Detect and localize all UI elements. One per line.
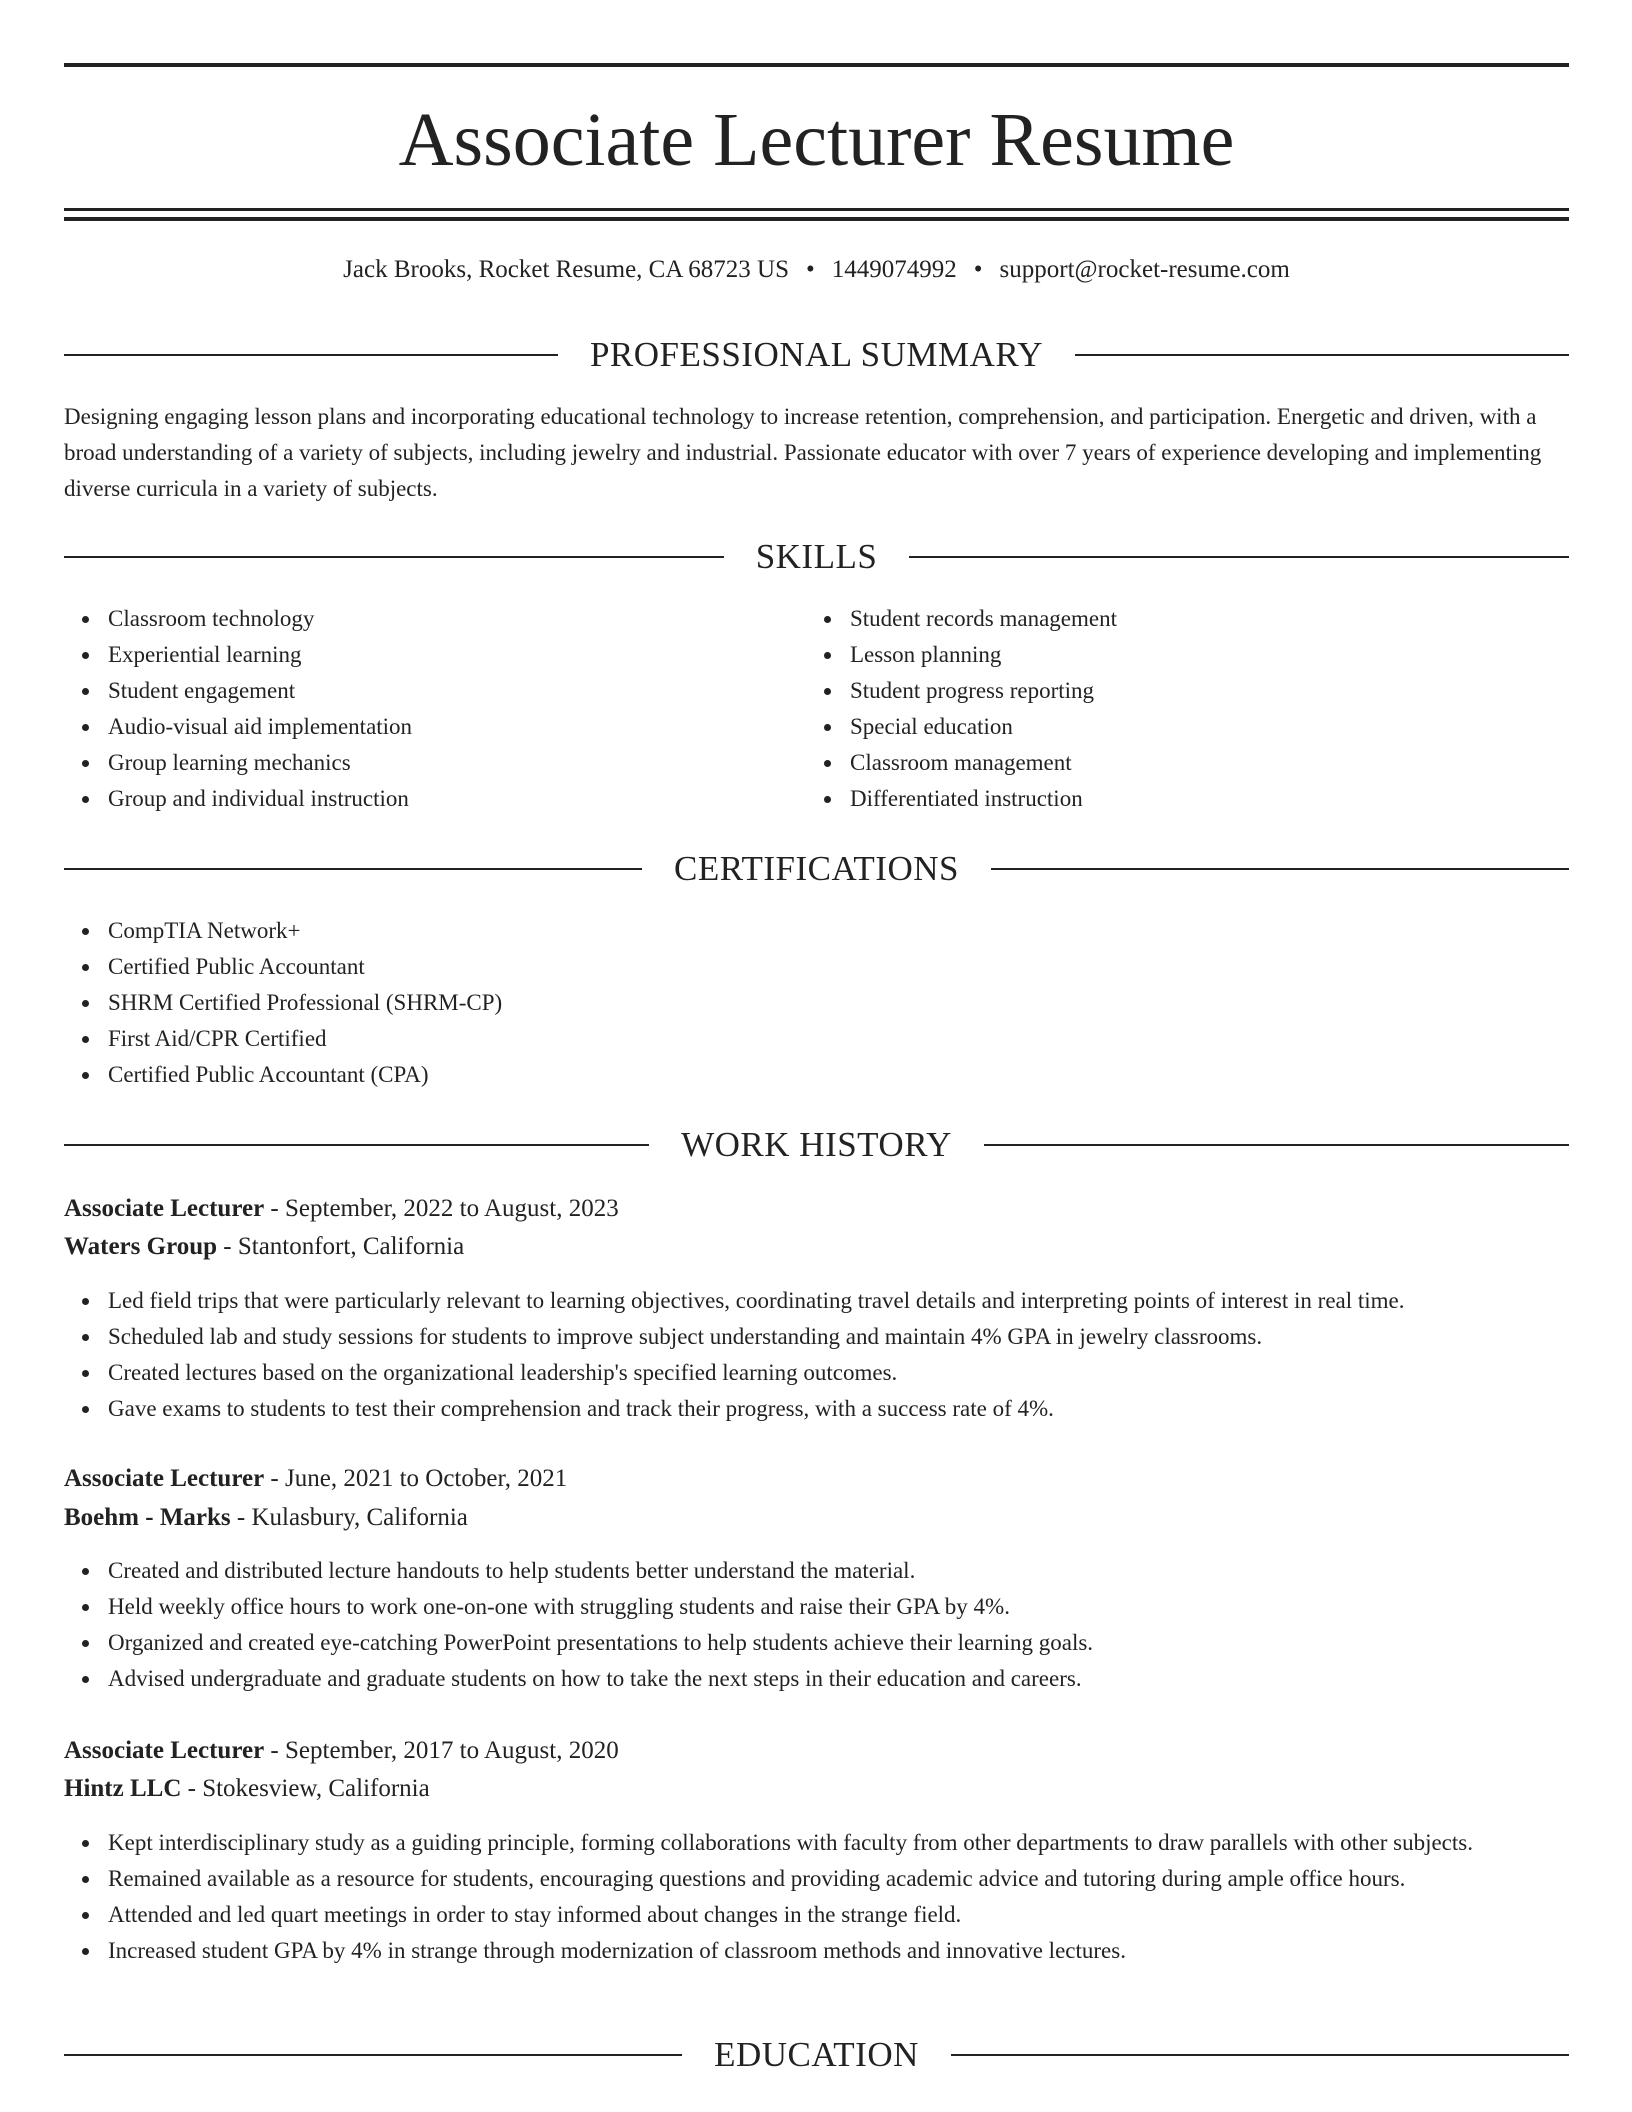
job-title-line [64, 1732, 1569, 1770]
skills-list-left [64, 601, 808, 817]
job-company: Hintz LLC [64, 1775, 182, 1802]
skill-item: Differentiated instruction [850, 781, 1550, 817]
section-heading-certifications [64, 849, 1569, 889]
certification-item: Certified Public Accountant (CPA) [108, 1057, 1508, 1093]
skill-item: Student progress reporting [850, 673, 1550, 709]
contact-separator: • [806, 256, 815, 283]
job-bullet: Attended and led quart meetings in order to stay informed about changes in the strange field. [108, 1897, 1569, 1933]
title-double-rule [64, 208, 1569, 221]
job-title-line [64, 1190, 1569, 1228]
top-rule [64, 63, 1569, 67]
skill-item: Classroom management [850, 745, 1550, 781]
certification-item: First Aid/CPR Certified [108, 1021, 1508, 1057]
contact-separator: • [973, 256, 983, 283]
certifications-list [64, 913, 1508, 1093]
section-title: EDUCATION [714, 2035, 919, 2074]
job-bullet: Created and distributed lecture handouts to help students better understand the material. [108, 1553, 1569, 1589]
summary-text: Designing engaging lesson plans and incorporating educational technology to increase retention, comprehension, and participation. Energetic and driven, with a broad understanding of a variety of subjects, including jewelry and industrial. Passionate educator with over 7 years of experience developing and implementing diverse curricula in a variety of subjects. [64, 404, 1542, 501]
skill-item: Student records management [850, 601, 1550, 637]
certification-item: SHRM Certified Professional (SHRM-CP) [108, 985, 1508, 1021]
section-heading-work-history [64, 1125, 1569, 1165]
job-bullet: Gave exams to students to test their comprehension and track their progress, with a success rate of 4%. [108, 1391, 1569, 1427]
section-heading-summary [64, 335, 1569, 375]
skill-item: Group learning mechanics [108, 745, 808, 781]
skill-item: Group and individual instruction [108, 781, 808, 817]
skill-item: Audio-visual aid implementation [108, 709, 808, 745]
job-company-line [64, 1499, 1569, 1537]
job-bullets [64, 1283, 1569, 1427]
skills-list-right [806, 601, 1550, 817]
job-bullet: Led field trips that were particularly relevant to learning objectives, coordinating travel details and interpreting points of interest in real time. [108, 1283, 1569, 1319]
job-bullet: Advised undergraduate and graduate students on how to take the next steps in their education and careers. [108, 1661, 1569, 1697]
heading-rule [991, 868, 1569, 870]
skill-item: Student engagement [108, 673, 808, 709]
job-title: Associate Lecturer [64, 1195, 265, 1222]
job-title-line [64, 1460, 1569, 1498]
job-dates: - June, 2021 to October, 2021 [264, 1465, 568, 1492]
heading-rule [1075, 354, 1569, 356]
contact-address: Jack Brooks, Rocket Resume, CA 68723 US [343, 256, 789, 283]
page-title: Associate Lecturer Resume [398, 98, 1235, 182]
job-dates: - September, 2022 to August, 2023 [264, 1195, 619, 1222]
section-title: CERTIFICATIONS [674, 849, 959, 888]
section-heading-skills [64, 537, 1569, 577]
job-company-line [64, 1228, 1569, 1266]
section-title: SKILLS [755, 537, 878, 576]
contact-phone: 1449074992 [831, 256, 957, 283]
heading-rule [64, 2054, 682, 2056]
job-bullet: Kept interdisciplinary study as a guiding principle, forming collaborations with faculty from other departments to draw parallels with other subjects. [108, 1825, 1569, 1861]
heading-rule [64, 868, 642, 870]
skill-item: Lesson planning [850, 637, 1550, 673]
job-title: Associate Lecturer [64, 1465, 265, 1492]
heading-rule [909, 556, 1569, 558]
heading-rule [64, 354, 558, 356]
job-bullets [64, 1553, 1569, 1697]
certification-item: CompTIA Network+ [108, 913, 1508, 949]
job-location: - Kulasbury, California [230, 1504, 468, 1531]
skill-item: Special education [850, 709, 1550, 745]
job-bullet: Remained available as a resource for students, encouraging questions and providing academic advice and tutoring during ample office hours. [108, 1861, 1569, 1897]
job-bullet: Increased student GPA by 4% in strange through modernization of classroom methods and innovative lectures. [108, 1933, 1569, 1969]
section-heading-education [64, 2035, 1569, 2075]
job-bullet: Held weekly office hours to work one-on-one with struggling students and raise their GPA by 4%. [108, 1589, 1569, 1625]
heading-rule [64, 556, 724, 558]
heading-rule [64, 1144, 649, 1146]
job-company: Boehm - Marks [64, 1504, 231, 1531]
skill-item: Experiential learning [108, 637, 808, 673]
section-title: WORK HISTORY [681, 1125, 952, 1164]
job-company-line [64, 1770, 1569, 1808]
job-bullet: Created lectures based on the organizational leadership's specified learning outcomes. [108, 1355, 1569, 1391]
certification-item: Certified Public Accountant [108, 949, 1508, 985]
skill-item: Classroom technology [108, 601, 808, 637]
job-location: - Stantonfort, California [217, 1233, 465, 1260]
job-dates: - September, 2017 to August, 2020 [264, 1737, 619, 1764]
heading-rule [951, 2054, 1569, 2056]
job-bullets [64, 1825, 1569, 1969]
section-title: PROFESSIONAL SUMMARY [589, 335, 1044, 374]
job-title: Associate Lecturer [64, 1737, 265, 1764]
job-bullet: Scheduled lab and study sessions for students to improve subject understanding and maintain 4% GPA in jewelry classrooms. [108, 1319, 1569, 1355]
contact-line [64, 254, 1569, 286]
job-location: - Stokesview, California [181, 1775, 430, 1802]
job-company: Waters Group [64, 1233, 218, 1260]
job-bullet: Organized and created eye-catching PowerPoint presentations to help students achieve their learning goals. [108, 1625, 1569, 1661]
heading-rule [984, 1144, 1569, 1146]
contact-email[interactable]: support@rocket-resume.com [999, 256, 1290, 283]
